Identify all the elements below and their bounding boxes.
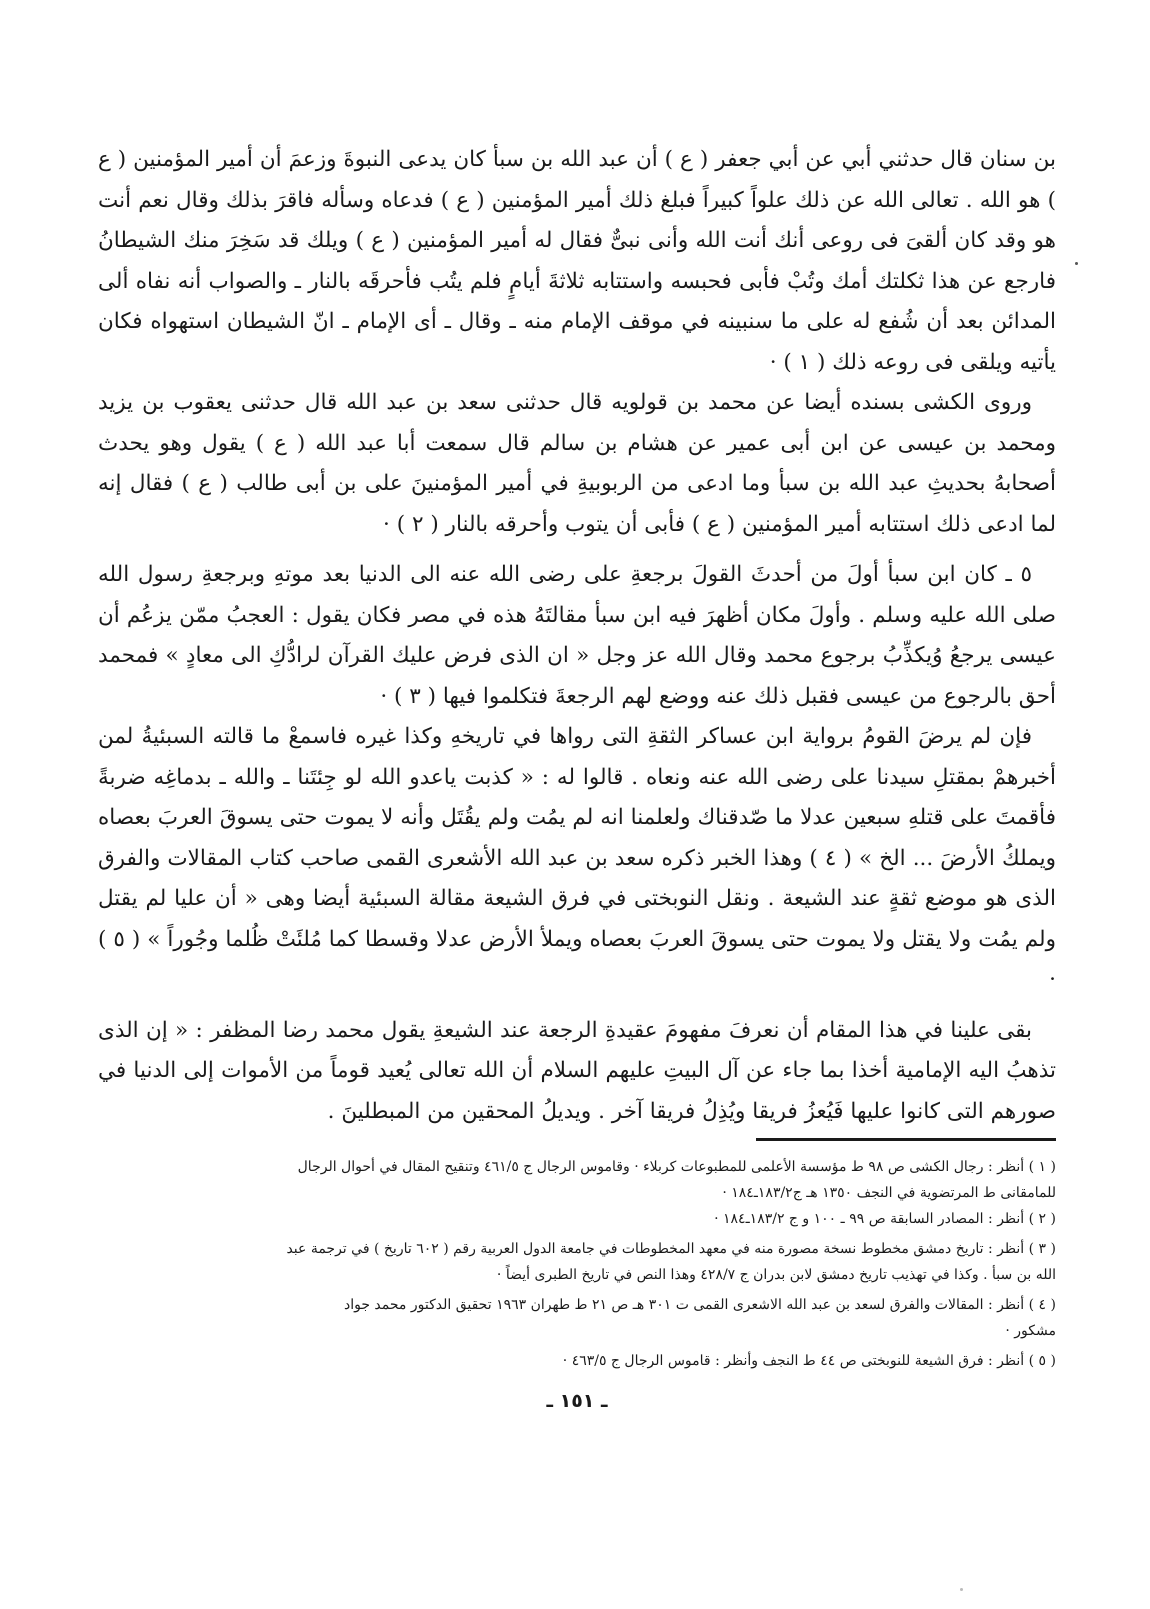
footnote-3-line-2: الله بن سبأ . وكذا في تهذيب تاريخ دمشق لابن بدران ج ٤٢٨/٧ وهذا النص في تاريخ الطبرى أيضاً ·	[496, 1267, 1056, 1283]
footnote-4-line-2: مشكور ·	[1005, 1323, 1056, 1339]
paragraph-gap	[98, 545, 1056, 555]
body-paragraph-3: ٥ ـ كان ابن سبأ أولَ من أحدثَ القولَ برجعةِ على رضى الله عنه الى الدنيا بعد موتهِ وبرجعةِ رسول الله صلى الله عليه وسلم . وأولَ مكان أظهرَ فيه ابن سبأ مقالتَهُ هذه في مصر فكان يقول : العجبُ ممّن يزعُم أن عيسى يرجعُ وُيكذِّبُ برجوع محمد وقال الله عز وجل « ان الذى فرض عليك القرآن لرادُّكِ الى معادٍ » فمحمد أحق بالرجوع من عيسى فقبل ذلك عنه ووضع لهم الرجعةَ فتكلموا فيها ( ٣ ) ·	[98, 562, 1056, 709]
footnote-1-line-2: للمامقانى ط المرتضوية في النجف ١٣٥٠ هـ ج١٨٣/٢ـ١٨٤ ·	[722, 1185, 1056, 1201]
footnote-2: ( ٢ ) أنظر : المصادر السابقة ص ٩٩ ـ ١٠٠ و ج ١٨٣/٢ـ١٨٤ ·	[714, 1211, 1056, 1227]
document-page	[98, 140, 1056, 1560]
page-number: ـ ١٥١ ـ	[546, 1390, 608, 1412]
main-text	[98, 140, 1056, 1132]
footnote-4-line-1: ( ٤ ) أنظر : المقالات والفرق لسعد بن عبد الله الاشعرى القمى ت ٣٠١ هـ ص ٢١ ط طهران ١٩٦٣ تحقيق الدكتور محمد جواد	[343, 1297, 1056, 1313]
footnotes	[98, 1154, 1056, 1374]
footnote-1-line-1: ( ١ ) أنظر : رجال الكشى ص ٩٨ ط مؤسسة الأعلمى للمطبوعات كربلاء · وقاموس الرجال ج ٤٦١/٥ وتنقيح المقال في أحوال الرجال	[297, 1159, 1056, 1175]
footnote-5: ( ٥ ) أنظر : فرق الشيعة للنوبختى ص ٤٤ ط النجف وأنظر : قاموس الرجال ج ٤٦٣/٥ ·	[562, 1353, 1056, 1369]
footnote-separator	[756, 1138, 1056, 1141]
body-paragraph-4: فإن لم يرضَ القومُ برواية ابن عساكر الثقةِ التى رواها في تاريخهِ وكذا غيره فاسمعْ ما قالته السبئيةُ لمن أخبرهمْ بمقتلِ سيدنا على رضى الله عنه ونعاه . قالوا له : « كذبت ياعدو الله لو جِئتَنا ـ والله ـ بدماغِه ضربةً فأقمتَ على قتلهِ سبعين عدلا ما صّدقناك ولعلمنا انه لم يمُت ولم يقُتَل وأنه لا يموت حتى يسوقَ العربَ بعصاه ويملكُ الأرضَ ... الخ » ( ٤ ) وهذا الخبر ذكره سعد بن عبد الله الأشعرى القمى صاحب كتاب المقالات والفرق الذى هو موضع ثقةٍ عند الشيعة . ونقل النوبختى في فرق الشيعة مقالة السبئية أيضا وهى « أن عليا لم يقتل ولم يمُت ولا يقتل ولا يموت حتى يسوقَ العربَ بعصاه ويملأ الأرض عدلا وقسطا كما مُلئَتْ ظُلما وجُوراً » ( ٥ ) ·	[98, 724, 1056, 992]
paragraph-gap	[98, 1001, 1056, 1011]
body-paragraph-5: بقى علينا في هذا المقام أن نعرفَ مفهومَ عقيدةِ الرجعة عند الشيعةِ يقول محمد رضا المظفر : « إن الذى تذهبُ اليه الإمامية أخذا بما جاء عن آل البيتِ عليهم السلام أن الله تعالى يُعيد قوماً من الأموات إلى الدنيا في صورهم التى كانوا عليها فَيُعزُ فريقا ويُذِلُ فريقا آخر . ويديلُ المحقين من المبطلينَ .	[98, 1017, 1056, 1124]
body-paragraph-1: بن سنان قال حدثني أبي عن أبي جعفر ( ع ) أن عبد الله بن سبأ كان يدعى النبوةَ وزعمَ أن أمير المؤمنين ( ع ) هو الله . تعالى الله عن ذلك علواً كبيراً فبلغ ذلك أمير المؤمنين ( ع ) فدعاه وسأله فاقرَ بذلك وقال نعم أنت هو وقد كان ألقىَ فى روعى أنك أنت الله وأنى نبىٌّ فقال له أمير المؤمنين ( ع ) ويلك قد سَخِرَ منك الشيطانُ فارجع عن هذا ثكلتك أمك وتُبْ فأبى فحبسه واستتابه ثلاثةَ أيامٍ فلم يتُب فأحرقَه بالنار ـ والصواب أنه نفاه ألى المدائن بعد أن شُفع له على ما سنبينه في موقف الإمام منه ـ وقال ـ أى الإمام ـ انّ الشيطان استهواه فكان يأتيه ويلقى فى روعه ذلك ( ١ ) ·	[98, 147, 1056, 375]
scan-speck	[960, 1588, 963, 1591]
body-paragraph-2: وروى الكشى بسنده أيضا عن محمد بن قولويه قال حدثنى سعد بن عبد الله قال حدثنى يعقوب بن يزيد ومحمد بن عيسى عن ابن أبى عمير عن هشام بن سالم قال سمعت أبا عبد الله ( ع ) يقول وهو يحدث أصحابهُ بحديثِ عبد الله بن سبأ وما ادعى من الربوبيةِ في أمير المؤمنينَ على بن أبى طالب ( ع ) فقال إنه لما ادعى ذلك استتابه أمير المؤمنين ( ع ) فأبى أن يتوب وأحرقه بالنار ( ٢ ) ·	[98, 390, 1056, 537]
scan-speck	[1075, 262, 1078, 265]
footnote-3-line-1: ( ٣ ) أنظر : تاريخ دمشق مخطوط نسخة مصورة منه في معهد المخطوطات في جامعة الدول العربية رقم ( ٦٠٢ تاريخ ) في ترجمة عبد	[286, 1241, 1056, 1257]
